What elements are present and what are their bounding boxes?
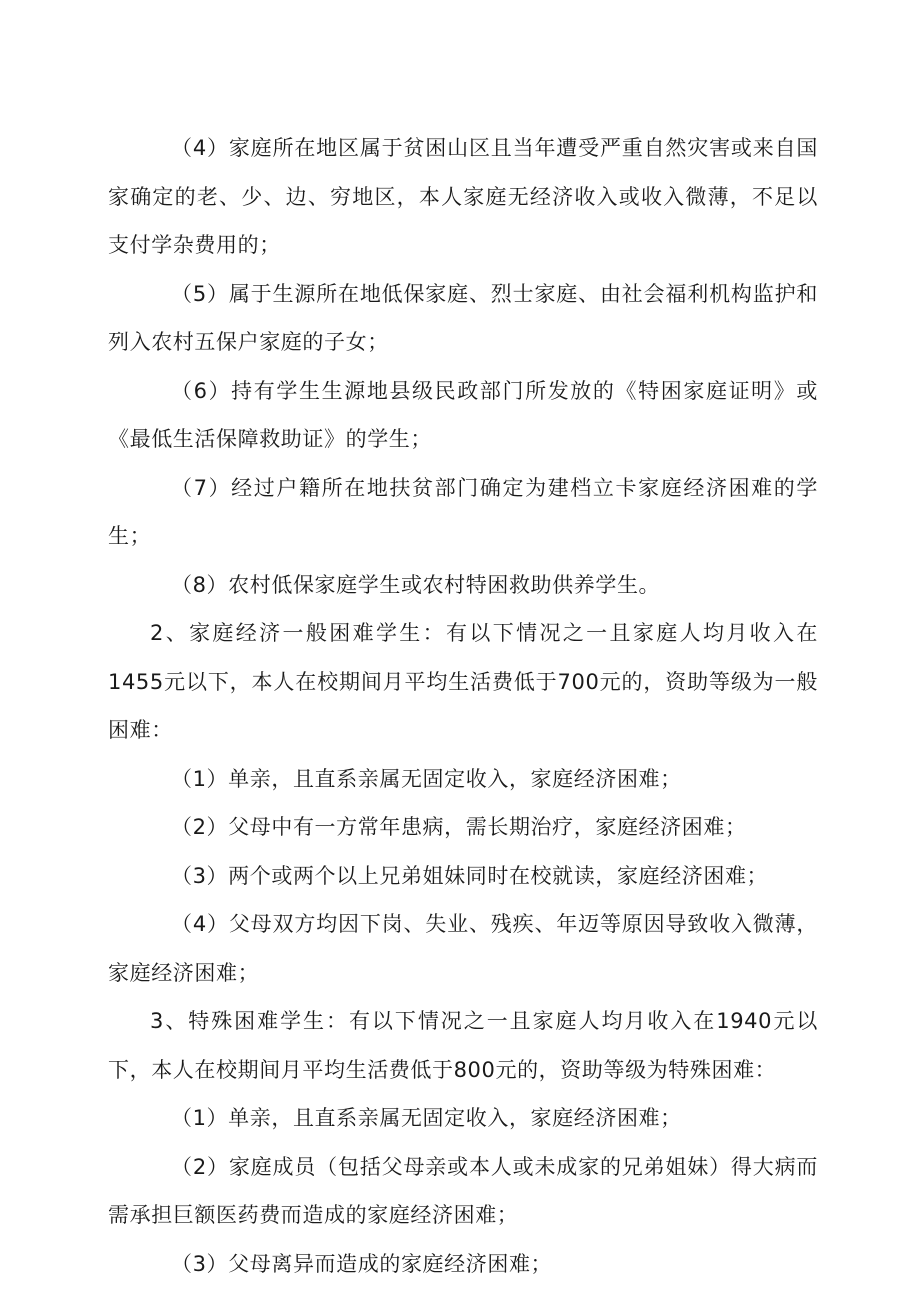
paragraph-item-7-registered: （7）经过户籍所在地扶贫部门确定为建档立卡家庭经济困难的学生；: [108, 475, 818, 548]
section-special-difficulty: 3、特殊困难学生：有以下情况之一且家庭人均月收入在1940元以下，本人在校期间月平均生活费低于800元的，资助等级为特殊困难：: [108, 1009, 818, 1082]
paragraph-special-1: （1）单亲，且直系亲属无固定收入，家庭经济困难；: [171, 1106, 682, 1130]
paragraph-general-3: （3）两个或两个以上兄弟姐妹同时在校就读，家庭经济困难；: [171, 863, 769, 888]
paragraph-item-8-rural: （8）农村低保家庭学生或农村特困救助供养学生。: [171, 572, 661, 597]
paragraph-general-1: （1）单亲，且直系亲属无固定收入，家庭经济困难；: [171, 766, 682, 791]
section-general-difficulty: 2、家庭经济一般困难学生：有以下情况之一且家庭人均月收入在1455元以下，本人在校期间月平均生活费低于700元的，资助等级为一般困难：: [108, 621, 818, 742]
paragraph-item-5-subsistence: （5）属于生源所在地低保家庭、烈士家庭、由社会福利机构监护和列入农村五保户家庭的子女；: [108, 281, 818, 354]
paragraph-item-4-region: （4）家庭所在地区属于贫困山区且当年遭受严重自然灾害或来自国家确定的老、少、边、穷地区，本人家庭无经济收入或收入微薄，不足以支付学杂费用的；: [108, 136, 818, 257]
document-body: [108, 124, 818, 1288]
paragraph-general-2: （2）父母中有一方常年患病，需长期治疗，家庭经济困难；: [171, 815, 747, 839]
paragraph-special-3: （3）父母离异而造成的家庭经济困难；: [171, 1251, 553, 1276]
paragraph-item-6-certificate: （6）持有学生生源地县级民政部门所发放的《特困家庭证明》或《最低生活保障救助证》的学生；: [108, 378, 818, 451]
paragraph-general-4: （4）父母双方均因下岗、失业、残疾、年迈等原因导致收入微薄，家庭经济困难；: [108, 912, 818, 985]
paragraph-special-2: （2）家庭成员（包括父母亲或本人或未成家的兄弟姐妹）得大病而需承担巨额医药费而造成的家庭经济困难；: [108, 1154, 818, 1227]
